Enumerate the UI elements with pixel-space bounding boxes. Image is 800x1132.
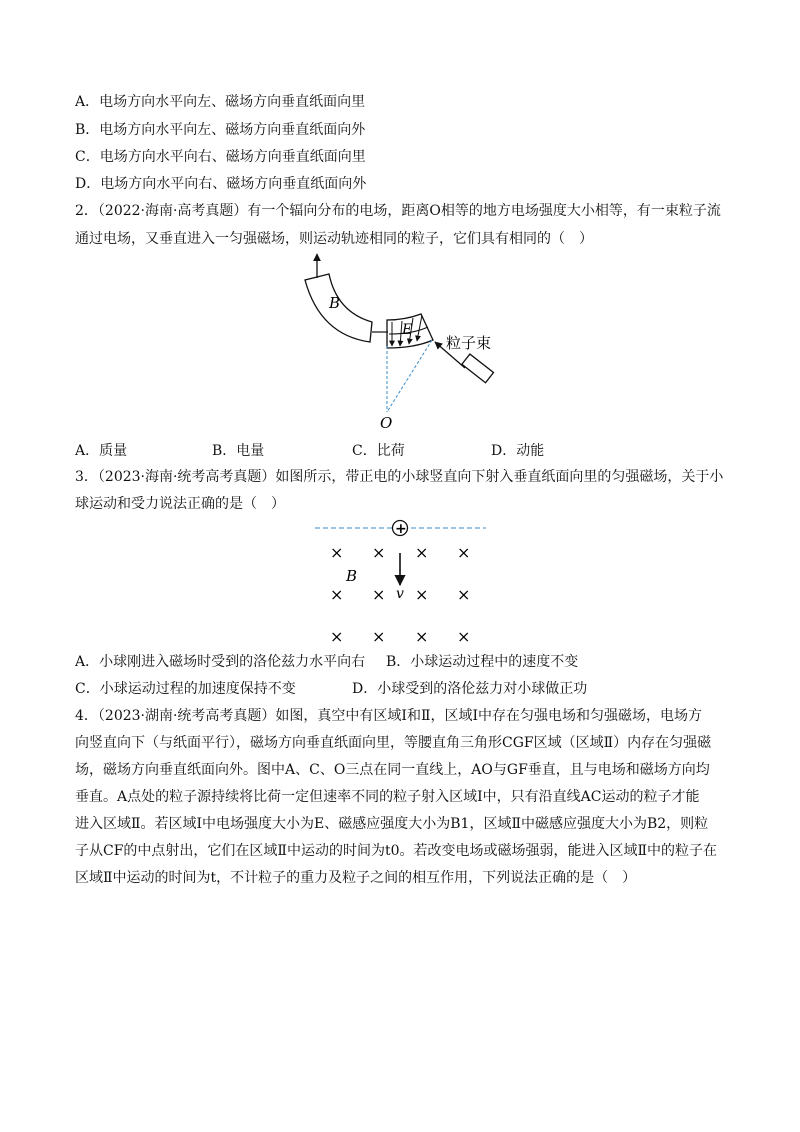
label-B: B bbox=[346, 567, 358, 585]
q3-stem-line1: 3．（2023·海南·统考高考真题）如图所示，带正电的小球竖直向下射入垂直纸面向里的匀强磁场，关于小 bbox=[75, 469, 724, 485]
cross-mark: × bbox=[415, 585, 429, 604]
q4-line3: 场，磁场方向垂直纸面向外。图中A、C、O三点在同一直线上，AO与GF垂直，且与电场和磁场方向均 bbox=[75, 762, 710, 778]
q2-option-c: C．比荷 bbox=[352, 443, 405, 459]
field-arrow-4 bbox=[417, 315, 422, 341]
q2-figure bbox=[295, 250, 505, 435]
label-O: O bbox=[380, 414, 393, 432]
q4-line1: 4．（2023·湖南·统考高考真题）如图，真空中有区域Ⅰ和Ⅱ，区域Ⅰ中存在匀强电场和匀强磁场，电场方 bbox=[75, 708, 703, 724]
cross-mark: × bbox=[457, 543, 471, 562]
q2-option-b: B．电量 bbox=[212, 443, 265, 459]
cross-mark: × bbox=[372, 543, 386, 562]
q2-stem-line2: 通过电场，又垂直进入一匀强磁场，则运动轨迹相同的粒子，它们具有相同的（ ） bbox=[75, 231, 593, 247]
cross-mark: × bbox=[330, 627, 344, 646]
q4-line2: 向竖直向下（与纸面平行），磁场方向垂直纸面向里，等腰直角三角形CGF区域（区域Ⅱ）内存在匀强磁 bbox=[75, 735, 712, 751]
cross-mark: × bbox=[415, 627, 429, 646]
q1-option-d: D．电场方向水平向右、磁场方向垂直纸面向外 bbox=[75, 176, 367, 192]
label-particle-beam: 粒子束 bbox=[446, 334, 492, 352]
q4-line4: 垂直。A点处的粒子源持续将比荷一定但速率不同的粒子射入区域Ⅰ中，只有沿直线AC运动的粒子才能 bbox=[75, 789, 700, 805]
q2-option-a: A．质量 bbox=[75, 443, 128, 459]
q2-stem-line1: 2．（2022·海南·高考真题）有一个辐向分布的电场，距离O相等的地方电场强度大小相等，有一束粒子流 bbox=[75, 203, 721, 219]
q1-option-b: B．电场方向水平向左、磁场方向垂直纸面向外 bbox=[75, 122, 366, 138]
plus-sign: + bbox=[395, 521, 407, 537]
q3-option-c: C．小球运动过程的加速度保持不变 bbox=[75, 681, 296, 697]
cross-mark: × bbox=[457, 627, 471, 646]
cross-mark: × bbox=[330, 585, 344, 604]
particle-source bbox=[462, 354, 494, 383]
label-E: E bbox=[402, 322, 413, 338]
q3-stem-line2: 球运动和受力说法正确的是（ ） bbox=[75, 496, 285, 512]
q4-line6: 子从CF的中点射出，它们在区域Ⅱ中运动的时间为t0。若改变电场或磁场强弱，能进入区域Ⅱ中的粒子在 bbox=[75, 843, 717, 859]
cross-mark: × bbox=[415, 543, 429, 562]
q4-line5: 进入区域Ⅱ。若区域Ⅰ中电场强度大小为E、磁感应强度大小为B1，区域Ⅱ中磁感应强度大小为B2，则粒 bbox=[75, 816, 709, 832]
q1-option-c: C．电场方向水平向右、磁场方向垂直纸面向里 bbox=[75, 149, 366, 165]
label-B: B bbox=[329, 294, 341, 312]
q4-line7: 区域Ⅱ中运动的时间为t，不计粒子的重力及粒子之间的相互作用，下列说法正确的是（ ） bbox=[75, 870, 637, 886]
cross-mark: × bbox=[372, 627, 386, 646]
q3-option-b: B．小球运动过程中的速度不变 bbox=[386, 654, 579, 670]
q2-option-d: D．动能 bbox=[491, 443, 545, 459]
cross-mark: × bbox=[457, 585, 471, 604]
cross-mark: × bbox=[372, 585, 386, 604]
cross-mark: × bbox=[330, 543, 344, 562]
q3-option-a: A．小球刚进入磁场时受到的洛伦兹力水平向右 bbox=[75, 654, 366, 670]
q3-option-d: D．小球受到的洛伦兹力对小球做正功 bbox=[352, 681, 588, 697]
q1-option-a: A．电场方向水平向左、磁场方向垂直纸面向里 bbox=[75, 94, 366, 110]
q3-figure bbox=[310, 515, 490, 645]
dashed-radius-2 bbox=[387, 340, 432, 412]
label-v: v bbox=[396, 586, 404, 602]
